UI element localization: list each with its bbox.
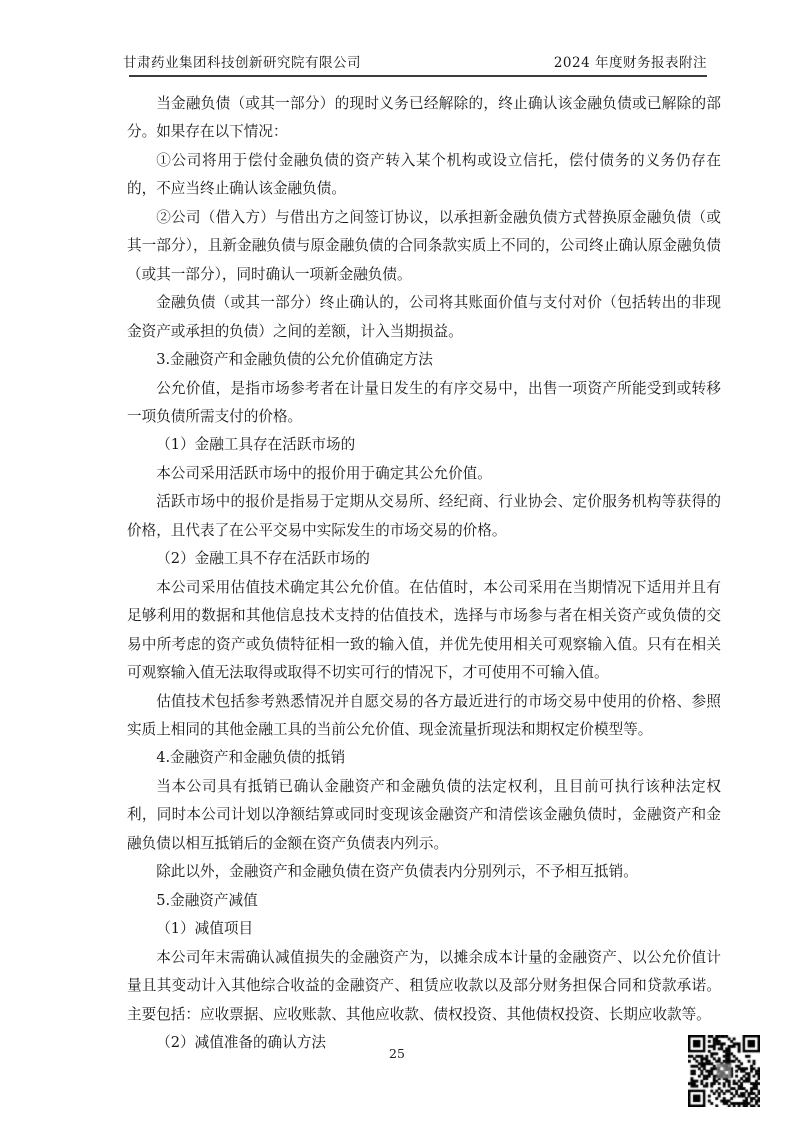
body-section-heading: 3.金融资产和金融负债的公允价值确定方法 (156, 351, 433, 369)
body-paragraph: 除此以外，金融资产和金融负债在资产负债表内分别列示，不予相互抵销。 (156, 863, 638, 881)
header-divider (129, 75, 707, 77)
body-paragraph: ①公司将用于偿付金融负债的资产转入某个机构或设立信托，偿付债务的义务仍存在的，不应当终止确认该金融负债。 (127, 151, 721, 198)
body-subsection-heading: （1）金融工具存在活跃市场的 (156, 436, 356, 454)
body-paragraph: ②公司（借入方）与借出方之间签订协议，以承担新金融负债方式替换原金融负债（或其一部分），且新金融负债与原金融负债的合同条款实质上不同的，公司终止确认原金融负债（或其一部分），同时确认一项新金融负债。 (127, 208, 721, 283)
header-report-title: 2024 年度财务报表附注 (553, 55, 707, 71)
body-paragraph: 金融负债（或其一部分）终止确认的，公司将其账面价值与支付对价（包括转出的非现金资产或承担的负债）之间的差额，计入当期损益。 (127, 294, 721, 340)
qr-code-icon (688, 1035, 760, 1107)
document-body (127, 90, 721, 1057)
body-subsection-heading: （2）减值准备的确认方法 (156, 1033, 327, 1051)
page-number: 25 (389, 1046, 405, 1061)
body-paragraph: 当金融负债（或其一部分）的现时义务已经解除的，终止确认该金融负债或已解除的部分。如果存在以下情况： (127, 95, 721, 141)
body-subsection-heading: （1）减值项目 (156, 920, 254, 938)
body-paragraph: 本公司年末需确认减值损失的金融资产为，以摊余成本计量的金融资产、以公允价值计量且其变动计入其他综合收益的金融资产、租赁应收款以及部分财务担保合同和贷款承诺。主要包括：应收票据、应收账款、其他应收款、债权投资、其他债权投资、长期应收款等。 (127, 948, 721, 1023)
body-section-heading: 4.金融资产和金融负债的抵销 (156, 749, 346, 767)
body-section-heading: 5.金融资产减值 (156, 891, 258, 909)
body-paragraph: 本公司采用活跃市场中的报价用于确定其公允价值。 (156, 464, 492, 482)
body-paragraph: 当本公司具有抵销已确认金融资产和金融负债的法定权利，且目前可执行该种法定权利，同时本公司计划以净额结算或同时变现该金融资产和清偿该金融负债时，金融资产和金融负债以相互抵销后的金额在资产负债表内列示。 (127, 777, 721, 852)
body-paragraph: 公允价值，是指市场参考者在计量日发生的有序交易中，出售一项资产所能受到或转移一项负债所需支付的价格。 (127, 379, 721, 425)
body-paragraph: 活跃市场中的报价是指易于定期从交易所、经纪商、行业协会、定价服务机构等获得的价格，且代表了在公平交易中实际发生的市场交易的价格。 (127, 493, 721, 539)
header-company-name: 甘肃药业集团科技创新研究院有限公司 (123, 55, 361, 71)
body-paragraph: 本公司采用估值技术确定其公允价值。在估值时，本公司采用在当期情况下适用并且有足够利用的数据和其他信息技术支持的估值技术，选择与市场参与者在相关资产或负债的交易中所考虑的资产或负债特征相一致的输入值，并优先使用相关可观察输入值。只有在相关可观察输入值无法取得或取得不切实可行的情况下，才可使用不可输入值。 (127, 578, 721, 682)
body-paragraph: 估值技术包括参考熟悉情况并自愿交易的各方最近进行的市场交易中使用的价格、参照实质上相同的其他金融工具的当前公允价值、现金流量折现法和期权定价模型等。 (127, 692, 721, 738)
body-subsection-heading: （2）金融工具不存在活跃市场的 (156, 550, 370, 568)
